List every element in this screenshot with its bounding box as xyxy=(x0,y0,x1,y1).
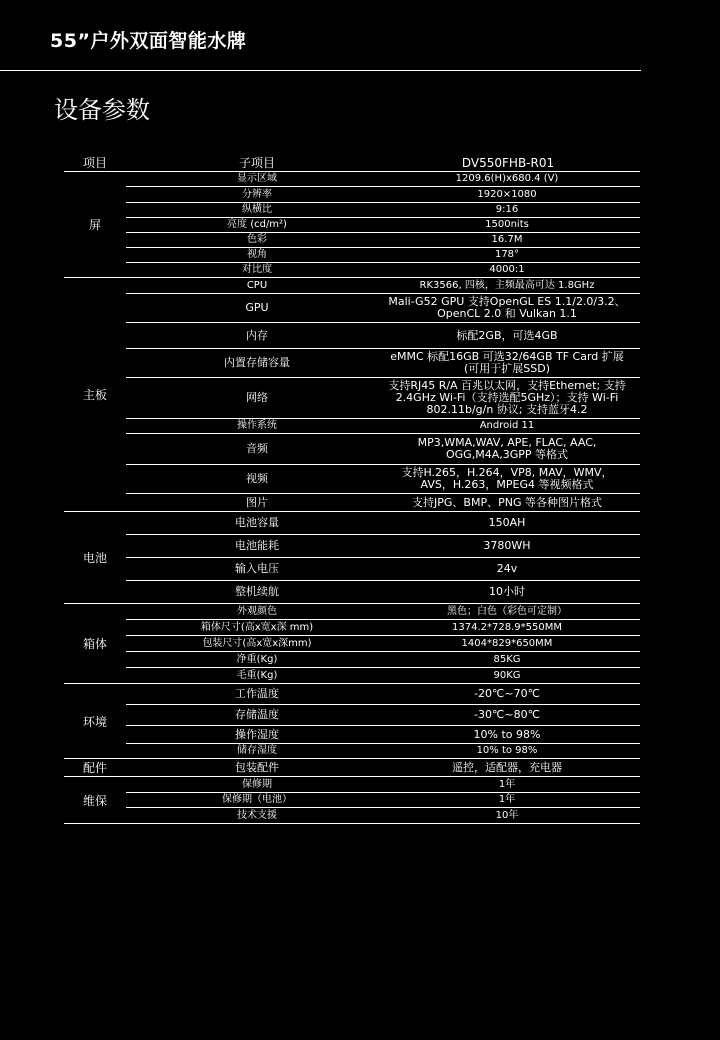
table-row xyxy=(126,704,640,725)
row-key: 内置存储容量 xyxy=(224,356,290,369)
row-key: 色彩 xyxy=(247,234,267,245)
row-key: 箱体尺寸(高x宽x深 mm) xyxy=(200,621,314,633)
row-value: Mali-G52 GPU 支持OpenGL ES 1.1/2.0/3.2、OpenCL 2.0 和 Vulkan 1.1 xyxy=(388,295,626,320)
spec-table xyxy=(64,156,640,824)
row-key: 保修期（电池） xyxy=(222,794,292,805)
row-value: Android 11 xyxy=(479,420,535,431)
row-value: RK3566, 四核，主频最高可达 1.8GHz xyxy=(419,279,595,291)
table-row xyxy=(126,807,640,823)
table-row xyxy=(126,464,640,493)
row-value: -30℃~80℃ xyxy=(474,708,540,721)
row-key: 电池容量 xyxy=(235,516,279,529)
group-label: 配件 xyxy=(82,761,107,775)
table-group xyxy=(64,278,640,512)
table-row xyxy=(126,278,640,293)
table-group xyxy=(64,512,640,604)
row-value: 9:16 xyxy=(495,204,519,215)
row-value: 1年 xyxy=(498,778,516,790)
table-row xyxy=(126,557,640,580)
row-value: 支持RJ45 R/A 百兆以太网，支持Ethernet; 支持2.4GHz Wi-Fi（支持选配5GHz）；支持 Wi-Fi 802.11b/g/n 协议; 支持蓝牙4.2 xyxy=(388,379,626,416)
table-header-row xyxy=(64,156,640,172)
row-value: -20℃~70℃ xyxy=(474,687,540,700)
header-item: 项目 xyxy=(82,156,107,170)
row-key: 网络 xyxy=(246,391,268,404)
row-key: 输入电压 xyxy=(235,562,279,575)
row-value: 支持JPG、BMP、PNG 等各种图片格式 xyxy=(412,495,602,509)
table-row xyxy=(126,377,640,418)
row-value: 遥控，适配器，充电器 xyxy=(452,760,562,774)
table-row xyxy=(126,651,640,667)
group-label: 维保 xyxy=(82,793,107,808)
table-row xyxy=(126,667,640,683)
row-value: 1374.2*728.9*550MM xyxy=(452,621,562,633)
row-value: 150AH xyxy=(488,516,526,529)
header-model: DV550FHB-R01 xyxy=(461,156,555,170)
row-value: 24v xyxy=(496,562,518,575)
row-key: CPU xyxy=(246,279,268,291)
table-row xyxy=(126,433,640,464)
table-group xyxy=(64,172,640,278)
row-key: 内存 xyxy=(246,328,268,342)
row-key: 包装尺寸(高x宽x深mm) xyxy=(202,637,312,649)
table-row xyxy=(126,232,640,247)
row-value: 标配2GB，可选4GB xyxy=(456,328,558,342)
table-row xyxy=(126,759,640,776)
table-row xyxy=(126,172,640,186)
row-key: 亮度 (cd/m²) xyxy=(227,219,287,230)
row-key: 显示区域 xyxy=(237,173,277,184)
group-label: 屏 xyxy=(88,218,101,232)
row-value: 1209.6(H)x680.4 (V) xyxy=(455,173,559,184)
table-row xyxy=(126,262,640,277)
row-value: 16.7M xyxy=(491,234,523,245)
row-value: 3780WH xyxy=(483,539,531,552)
table-row xyxy=(126,202,640,217)
group-label: 电池 xyxy=(82,551,107,565)
group-label: 主板 xyxy=(82,388,107,402)
row-key: 图片 xyxy=(246,495,268,509)
row-key: 纵横比 xyxy=(242,204,272,215)
row-key: 视角 xyxy=(247,249,267,260)
row-key: 音频 xyxy=(246,442,268,455)
row-value: 支持H.265，H.264，VP8, MAV，WMV，AVS，H.263，MPEG4 等视频格式 xyxy=(401,466,613,491)
table-row xyxy=(126,580,640,603)
table-group xyxy=(64,759,640,777)
table-row xyxy=(126,684,640,704)
row-key: 整机续航 xyxy=(235,585,279,598)
row-key: 操作湿度 xyxy=(235,727,279,741)
row-value: eMMC 标配16GB 可选32/64GB TF Card 扩展(可用于扩展SSD) xyxy=(390,350,624,375)
row-key: 外观颜色 xyxy=(237,605,277,617)
row-value: 85KG xyxy=(493,653,521,665)
row-value: 黑色；白色（彩色可定制） xyxy=(447,605,567,617)
table-row xyxy=(126,792,640,807)
row-key: 对比度 xyxy=(242,264,272,275)
row-key: 储存湿度 xyxy=(237,745,277,756)
header-subitem: 子项目 xyxy=(238,156,275,170)
row-key: 净重(Kg) xyxy=(236,653,278,665)
row-key: 包装配件 xyxy=(235,760,279,774)
table-row xyxy=(126,293,640,322)
group-label: 箱体 xyxy=(82,637,107,651)
table-row xyxy=(126,186,640,202)
row-value: 1404*829*650MM xyxy=(461,637,553,649)
title-divider xyxy=(0,70,641,71)
table-row xyxy=(126,217,640,232)
table-row xyxy=(126,348,640,377)
table-row xyxy=(126,247,640,262)
table-group xyxy=(64,604,640,684)
group-label: 环境 xyxy=(82,714,107,729)
row-key: 保修期 xyxy=(242,778,272,790)
row-value: 10年 xyxy=(495,809,519,821)
row-key: 分辨率 xyxy=(242,188,272,200)
row-key: 视频 xyxy=(246,472,268,485)
row-key: 存储温度 xyxy=(235,708,279,721)
table-row xyxy=(126,619,640,635)
table-row xyxy=(126,534,640,557)
row-value: 4000:1 xyxy=(489,264,525,275)
row-key: 工作温度 xyxy=(235,687,279,700)
table-body xyxy=(64,172,640,824)
table-row xyxy=(126,725,640,743)
table-row xyxy=(126,493,640,511)
row-value: 1年 xyxy=(498,794,516,805)
table-row xyxy=(126,777,640,792)
table-row xyxy=(126,322,640,348)
row-key: 毛重(Kg) xyxy=(236,669,278,681)
row-value: 90KG xyxy=(493,669,521,681)
row-value: 1500nits xyxy=(485,219,529,230)
section-heading: 设备参数 xyxy=(54,96,150,124)
table-row xyxy=(126,635,640,651)
row-value: MP3,WMA,WAV, APE, FLAC, AAC, OGG,M4A,3GPP 等格式 xyxy=(417,436,597,461)
table-group xyxy=(64,684,640,759)
row-value: 10小时 xyxy=(489,585,525,598)
row-value: 178° xyxy=(494,249,520,260)
document-title: 55”户外双面智能水牌 xyxy=(50,30,247,52)
table-row xyxy=(126,604,640,619)
table-row xyxy=(126,512,640,534)
row-key: 操作系统 xyxy=(237,420,277,431)
row-key: GPU xyxy=(245,301,269,314)
row-value: 10% to 98% xyxy=(476,745,538,756)
row-value: 10% to 98% xyxy=(473,727,541,741)
table-row xyxy=(126,418,640,433)
table-row xyxy=(126,743,640,758)
row-value: 1920×1080 xyxy=(477,188,537,200)
row-key: 电池能耗 xyxy=(235,539,279,552)
table-group xyxy=(64,777,640,824)
row-key: 技术支援 xyxy=(237,809,277,821)
